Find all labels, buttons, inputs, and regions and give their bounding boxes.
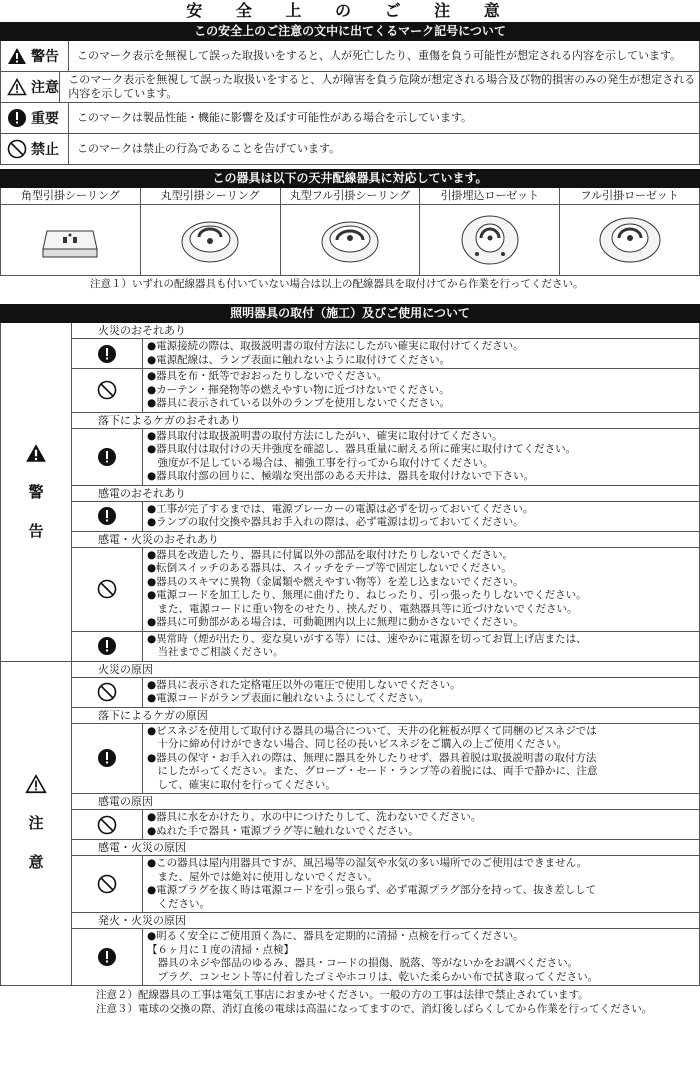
precaution-row — [72, 369, 699, 413]
category-title: 落下によるケガの原因 — [72, 708, 699, 724]
precaution-row — [72, 856, 699, 913]
fixture-square-ceiling — [1, 188, 141, 275]
prohibit-icon — [97, 815, 117, 835]
legend-word: 禁止 — [31, 142, 59, 158]
warning-triangle-icon — [25, 443, 47, 463]
category-title: 感電・火災の原因 — [72, 840, 699, 856]
legend-header: この安全上のご注意の文中に出てくるマーク記号について — [0, 22, 700, 41]
page-title: 安 全 上 の ご 注 意 — [186, 1, 514, 20]
prohibit-icon — [97, 682, 117, 702]
important-icon — [97, 636, 117, 656]
row-icon-cell — [72, 502, 143, 531]
category-title: 火災の原因 — [72, 662, 699, 678]
important-icon — [97, 344, 117, 364]
square-ceiling-fitting-icon — [35, 215, 105, 265]
important-icon — [97, 506, 117, 526]
precaution-text: ●ビスネジを使用して取付ける器具の場合について、天井の化粧板が厚くて同梱のビスネジでは 十分に締め付けができない場合、同じ径の長いビスネジをご購入の上ご使用ください。 ●器具の保守・お手入れの際は、無理に器具を外したりせず、器具着脱は取扱説明書の取付方法 にしたがってください。また、グローブ・セード・ランプ等の着脱には、両手で静かに、注意 して、確実に取付を行ってください。 — [147, 724, 598, 791]
fixture-label: 引掛埋込ローゼット — [420, 188, 559, 205]
precaution-row — [72, 502, 699, 532]
bottom-note: 注意３）電球の交換の際、消灯直後の電球は高温になってますので、消灯後しばらくしてから作業を行ってください。 — [96, 1003, 653, 1015]
important-icon — [97, 447, 117, 467]
legend-row-important — [1, 103, 699, 134]
fixture-label: 丸型引掛シーリング — [141, 188, 280, 205]
row-icon-cell — [72, 856, 143, 912]
bottom-notes — [0, 988, 700, 1016]
embedded-rosette-icon — [455, 210, 525, 270]
row-icon-cell — [72, 632, 143, 661]
precaution-row — [72, 724, 699, 795]
row-icon-cell — [72, 929, 143, 985]
precaution-text: ●器具を改造したり、器具に付属以外の部品を取付けたりしないでください。 ●転倒スイッチのある器具は、スイッチをテープ等で固定しないでください。 ●器具のスキマに異物（金属類や燃えやすい物等）を差し込まないでください。 ●電源コードを加工したり、無理に曲げたり、ねじったり、引っ張ったりしないでください。 また、電源コードに重い物をのせたり、挟んだり、電熱器具等に近づけないでください。 ●器具に可動部がある場合は、可動範囲内以上に無理に動かさないでください。 — [147, 548, 587, 628]
precaution-text: ●器具に水をかけたり、水の中につけたりして、洗わないでください。 ●ぬれた手で器具・電源プラグ等に触れないでください。 — [147, 811, 482, 837]
legend-table — [0, 41, 700, 165]
precaution-row — [72, 429, 699, 486]
precaution-row — [72, 548, 699, 632]
full-rosette-icon — [595, 212, 665, 268]
legend-text: このマーク表示を無視して誤った取扱いをすると、人が死亡したり、重傷を負う可能性が想定される内容を示しています。 — [77, 49, 682, 62]
caution-content — [72, 662, 699, 986]
side-char: 注 — [28, 814, 44, 833]
fixture-embedded-rosette — [420, 188, 560, 275]
row-icon-cell — [72, 339, 143, 368]
side-char: 意 — [28, 853, 44, 872]
precaution-text: ●異常時（煙が出たり、変な臭いがする等）には、速やかに電源を切ってお買上げ店または、 当社までご相談ください。 — [147, 632, 587, 658]
category-title: 感電・火災のおそれあり — [72, 532, 699, 548]
precaution-row — [72, 632, 699, 661]
prohibit-icon — [97, 579, 117, 599]
precaution-text: ●工事が完了するまでは、電源ブレーカーの電源は必ずを切っておいてください。 ●ランプの取付交換や器具お手入れの際は、必ず電源は切っておいてください。 — [147, 502, 534, 528]
side-char: 告 — [28, 521, 44, 540]
legend-text: このマークは製品性能・機能に影響を及ぼす可能性がある場合を示しています。 — [77, 111, 473, 124]
precaution-text: ●器具を布・紙等でおおったりしないでください。 ●カーテン・揮発物等の燃えやすい物に近づけないでください。 ●器具に表示されている以外のランプを使用しないでください。 — [147, 370, 451, 409]
prohibit-icon — [7, 139, 27, 159]
warning-content — [72, 323, 699, 661]
warning-side-label — [1, 323, 72, 661]
fixture-full-rosette — [560, 188, 699, 275]
caution-section — [0, 662, 700, 987]
legend-word: 重要 — [31, 111, 59, 127]
row-icon-cell — [72, 810, 143, 839]
legend-row-prohibit — [1, 134, 699, 165]
precaution-row — [72, 678, 699, 708]
important-icon — [97, 947, 117, 967]
row-icon-cell — [72, 548, 143, 631]
important-icon — [97, 748, 117, 768]
row-icon-cell — [72, 369, 143, 412]
fixtures-note: 注意１）いずれの配線器具も付いていない場合は以上の配線器具を取付けてから作業を行ってください。 — [90, 278, 584, 290]
round-ceiling-fitting-icon — [175, 212, 245, 268]
row-icon-cell — [72, 724, 143, 794]
category-title: 火災のおそれあり — [72, 323, 699, 339]
row-icon-cell — [72, 678, 143, 707]
precaution-text: ●器具取付は取扱説明書の取付方法にしたがい、確実に取付けてください。 ●器具取付は取付けの天井強度を確認し、器具重量に耐える所に確実に取付けてください。 強度が不足している場合は、補強工事を行ってから取付けてください。 ●器具取付部の回りに、極端な突出部のある天井は、器具を取付けないで下さい。 — [147, 429, 577, 482]
prohibit-icon — [97, 874, 117, 894]
fixtures-header: この器具は以下の天井配線器具に対応しています。 — [0, 169, 700, 188]
warning-section — [0, 323, 700, 662]
precaution-row — [72, 339, 699, 369]
bottom-note: 注意２）配線器具の工事は電気工事店におまかせください。一般の方の工事は法律で禁止されています。 — [96, 989, 589, 1001]
category-title: 感電の原因 — [72, 794, 699, 810]
legend-text: このマークは禁止の行為であることを告げています。 — [77, 142, 341, 155]
fixtures-table — [0, 188, 700, 276]
caution-triangle-icon — [25, 774, 47, 794]
legend-text: このマーク表示を無視して誤った取扱いをすると、人が障害を負う危険が想定される場合及び物的損害のみの発生が想定される内容を示しています。 — [68, 73, 696, 100]
category-title: 落下によるケガのおそれあり — [72, 413, 699, 429]
side-char: 警 — [28, 482, 44, 501]
important-icon — [7, 108, 27, 128]
row-icon-cell — [72, 429, 143, 485]
prohibit-icon — [97, 380, 117, 400]
legend-row-caution — [1, 72, 699, 103]
fixture-round-ceiling — [141, 188, 281, 275]
precaution-text: ●明るく安全にご使用頂く為に、器具を定期的に清掃・点検を行ってください。 【６ヶ月に１度の清掃・点検】 器具のネジや部品のゆるみ、器具・コードの損傷、脱落、等がないかをお調べください。 プラグ、コンセント等に付着したゴミやホコリは、乾いた柔らかい布で拭き取ってください。 — [147, 930, 599, 983]
precaution-row — [72, 810, 699, 840]
legend-word: 警告 — [31, 49, 59, 65]
precaution-row — [72, 929, 699, 985]
caution-triangle-icon — [7, 78, 27, 96]
caution-side-label — [1, 662, 72, 986]
legend-row-warning — [1, 41, 699, 72]
fixture-label: 丸型フル引掛シーリング — [281, 188, 420, 205]
round-full-ceiling-fitting-icon — [315, 212, 385, 268]
category-title: 感電のおそれあり — [72, 486, 699, 502]
precaution-text: ●器具に表示された定格電圧以外の電圧で使用しないでください。 ●電源コードがランプ表面に触れないようにしてください。 — [147, 678, 461, 704]
fixture-label: フル引掛ローゼット — [560, 188, 699, 205]
warning-triangle-icon — [7, 47, 27, 65]
precaution-text: ●この器具は屋内用器具ですが、風呂場等の湿気や水気の多い場所でのご使用はできません。 また、屋外では絶対に使用しないでください。 ●電源プラグを抜く時は電源コードを引っ張らず、必ず電源プラグ部分を持って、抜き差しして ください。 — [147, 857, 597, 910]
fixture-round-full-ceiling — [281, 188, 421, 275]
legend-word: 注意 — [31, 80, 59, 96]
fixture-label: 角型引掛シーリング — [1, 188, 140, 205]
usage-header: 照明器具の取付（施工）及びご使用について — [0, 304, 700, 323]
precaution-text: ●電源接続の際は、取扱説明書の取付方法にしたがい確実に取付けてください。 ●電源配線は、ランプ表面に触れないように取付けてください。 — [147, 340, 524, 366]
category-title: 発火・火災の原因 — [72, 913, 699, 929]
